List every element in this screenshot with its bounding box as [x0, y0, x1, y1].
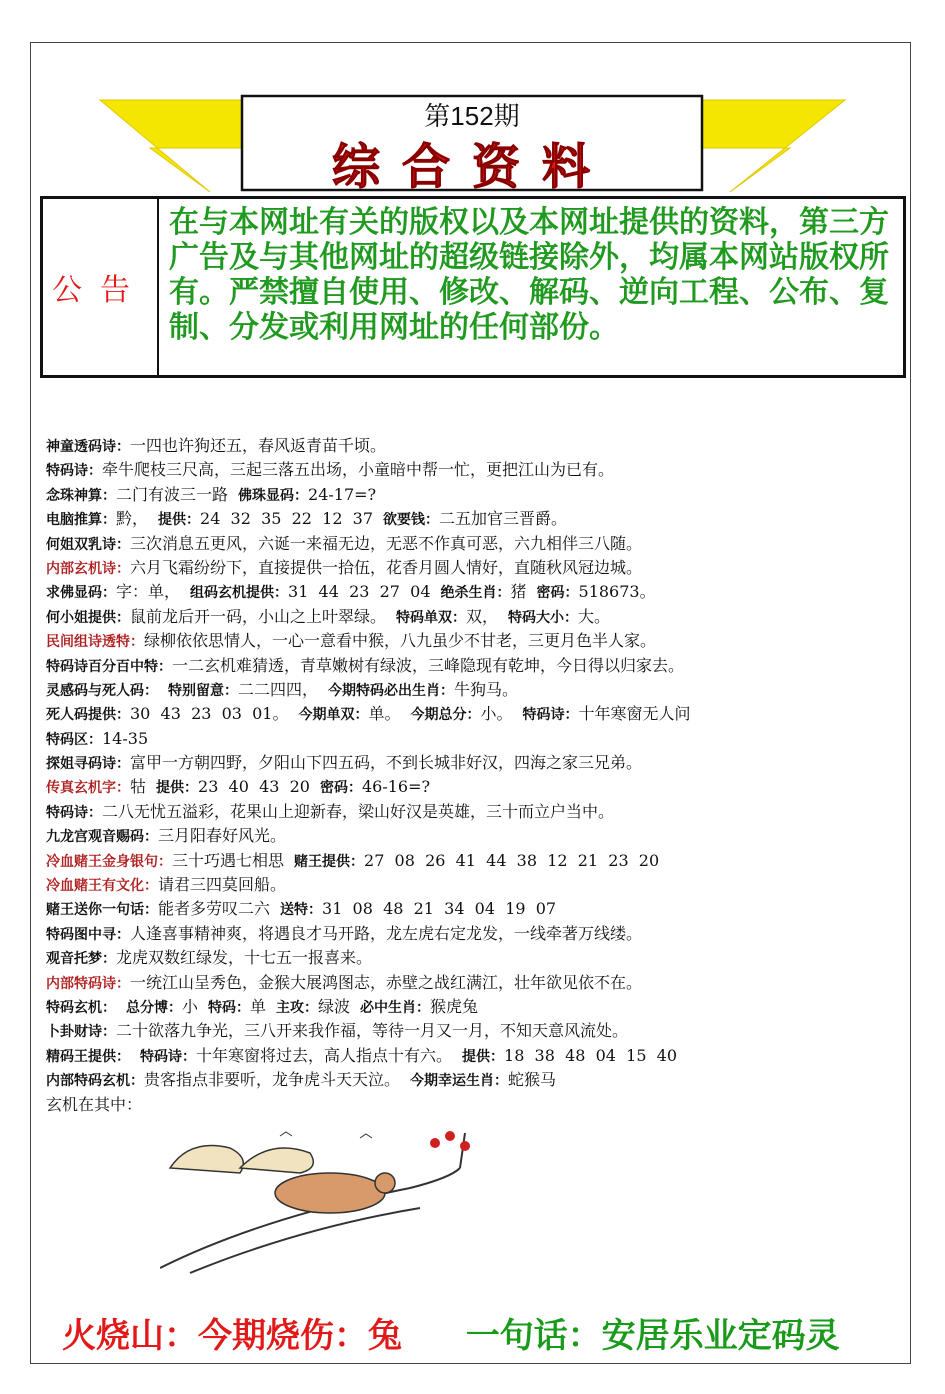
line-label: 何小姐提供： — [46, 609, 130, 626]
line-text: 14-35 — [102, 728, 149, 748]
line-label: 赌王送你一句话： — [46, 902, 158, 919]
info-line — [46, 1044, 906, 1068]
line-text: 猪 — [510, 582, 527, 602]
info-line — [46, 1093, 906, 1117]
line-text: 请君三四莫回船。 — [158, 875, 287, 895]
line-text: 牵牛爬枝三尺高，三起三落五出场，小童暗中帮一忙，更把江山为已有。 — [102, 460, 615, 480]
info-line — [46, 873, 906, 897]
line-label: 提供： — [156, 780, 199, 797]
line-text: 十年寒窗无人问 — [578, 704, 691, 724]
line-text: 二二四四， — [238, 679, 319, 699]
line-label: 佛珠显码： — [238, 487, 309, 504]
line-text: 字：单， — [116, 582, 181, 602]
notice-text: 在与本网址有关的版权以及本网址提供的资料，第三方广告及与其他网址的超级链接除外，均属本网站版权所有。严禁擅自使用、修改、解码、逆向工程、公布、复制、分发或利用网址的任何部份。 — [169, 205, 889, 345]
line-text: 30 43 23 03 01。 — [130, 704, 289, 724]
line-label: 总分博： — [126, 999, 182, 1016]
line-label: 特别留意： — [168, 682, 238, 699]
info-line — [46, 751, 906, 775]
notice-box — [40, 196, 906, 378]
line-text: 一四也许狗还五，春风返青苗千顷。 — [130, 436, 387, 455]
line-label: 冷血赌王有文化： — [46, 878, 158, 895]
info-line — [46, 946, 906, 970]
line-label: 内部特码玄机： — [46, 1073, 144, 1090]
info-line — [46, 995, 906, 1019]
line-text: 贵客指点非要听，龙争虎斗天天泣。 — [144, 1070, 401, 1090]
line-label: 密码： — [536, 585, 579, 602]
line-label: 特码诗： — [522, 707, 579, 724]
line-text: 小 — [182, 996, 199, 1016]
issue-number: 第152期 — [424, 101, 520, 131]
info-line — [46, 824, 906, 848]
line-text: 猴虎兔 — [430, 996, 479, 1016]
line-text: 蛇猴马 — [508, 1070, 557, 1090]
page-title: 综合资料 — [331, 139, 612, 195]
line-label: 特码单双： — [396, 609, 467, 626]
line-label: 精码王提供： — [46, 1048, 130, 1065]
line-text: 双， — [466, 606, 499, 626]
info-line — [46, 800, 906, 824]
info-line — [46, 532, 906, 556]
line-label: 赌王提供： — [294, 853, 365, 870]
line-label: 必中生肖： — [360, 999, 431, 1016]
info-line — [46, 678, 906, 702]
info-line — [46, 971, 906, 995]
line-label: 灵感码与死人码： — [46, 682, 158, 699]
info-line — [46, 775, 906, 799]
line-label: 特码区： — [46, 731, 102, 748]
line-text: 18 38 48 04 15 40 — [504, 1045, 678, 1065]
line-text: 十年寒窗将过去，高人指点十有六。 — [196, 1045, 453, 1065]
line-text: 黔， — [116, 509, 149, 529]
line-text: 一统江山呈秀色，金猴大展鸿图志，赤壁之战红满江，壮年欲见依不在。 — [130, 972, 643, 992]
line-label: 今期单双： — [298, 707, 369, 724]
line-label: 提供： — [158, 512, 201, 529]
line-label: 特码诗百分百中特： — [46, 658, 172, 675]
line-label: 神童透码诗： — [46, 439, 130, 455]
line-label: 提供： — [462, 1048, 505, 1065]
bottom-slogan — [62, 1308, 840, 1357]
info-line — [46, 605, 906, 629]
line-text: 46-16=? — [361, 777, 431, 797]
info-line — [46, 483, 906, 507]
line-label: 主攻： — [276, 999, 319, 1016]
info-line — [46, 629, 906, 653]
line-text: 单。 — [368, 704, 401, 724]
line-label: 念珠神算： — [46, 487, 116, 504]
info-line — [46, 1068, 906, 1092]
line-label: 死人码提供： — [46, 707, 130, 724]
line-text: 三次消息五更风，六诞一来福无边，无恶不作真可恶，六九相伴三八随。 — [130, 533, 643, 553]
line-label: 探姐寻码诗： — [46, 756, 130, 773]
info-line — [46, 654, 906, 678]
line-label: 特码图中寻： — [46, 926, 130, 943]
line-label: 求佛显码： — [46, 585, 116, 602]
line-text: 大。 — [578, 606, 611, 626]
bottom-right: 一句话：安居乐业定码灵 — [465, 1316, 840, 1356]
line-text: 龙虎双数红绿发，十七五一报喜来。 — [116, 948, 373, 968]
info-line — [46, 897, 906, 921]
line-label: 卜卦财诗： — [46, 1024, 116, 1041]
line-label: 观音托梦： — [46, 951, 116, 968]
line-label: 冷血赌王金身银句： — [46, 853, 172, 870]
info-line — [46, 702, 906, 726]
line-label: 电脑推算： — [46, 512, 116, 529]
info-line — [46, 580, 906, 604]
line-text: 518673。 — [578, 582, 656, 602]
line-text: 24 32 35 22 12 37 — [200, 509, 374, 529]
line-text: 一二玄机难猜透，青草嫩树有绿波，三峰隐现有乾坤，今日得以归家去。 — [172, 655, 685, 675]
notice-label: 公告 — [43, 199, 159, 375]
line-label: 今期总分： — [410, 707, 481, 724]
info-line — [46, 556, 906, 580]
line-text: 绿柳依依思情人，一心一意看中猴，八九虽少不甘老，三更月色半人家。 — [144, 631, 657, 651]
info-line — [46, 458, 906, 482]
line-label: 九龙宫观音赐码： — [46, 829, 158, 846]
line-label: 特码诗： — [46, 463, 102, 480]
line-label: 今期幸运生肖： — [410, 1073, 509, 1090]
line-text: 人逢喜事精神爽，将遇良才马开路，龙左虎右定龙发，一线牵著万线缕。 — [130, 923, 643, 943]
line-text: 三十巧遇七相思 — [172, 850, 285, 870]
bottom-left: 火烧山：今期烧伤：兔 — [62, 1316, 402, 1356]
line-text: 二五加官三晋爵。 — [439, 509, 568, 529]
line-label: 送特： — [280, 902, 323, 919]
line-label: 何姐双乳诗： — [46, 536, 130, 553]
info-line — [46, 849, 906, 873]
line-text: 单 — [250, 996, 267, 1016]
line-text: 小。 — [480, 704, 513, 724]
info-lines — [46, 434, 906, 1117]
line-label: 欲要钱： — [383, 512, 440, 529]
line-text: 牛狗马。 — [454, 679, 519, 699]
line-label: 内部玄机诗： — [46, 560, 130, 577]
line-text: 31 08 48 21 34 04 19 07 — [322, 899, 557, 919]
illustration-animal — [160, 1128, 510, 1278]
line-text: 绿波 — [318, 996, 351, 1016]
line-label: 民间组诗透特： — [46, 634, 144, 651]
info-line — [46, 507, 906, 531]
line-text: 牯 — [130, 777, 147, 797]
line-label: 特码大小： — [508, 609, 579, 626]
line-label: 绝杀生肖： — [440, 585, 511, 602]
line-label: 特码玄机： — [46, 999, 116, 1016]
line-text: 能者多劳叹二六 — [158, 899, 271, 919]
line-text: 23 40 43 20 — [198, 777, 310, 797]
info-line — [46, 434, 906, 458]
info-line — [46, 1019, 906, 1043]
line-text: 二八无忧五溢彩，花果山上迎新春，梁山好汉是英雄，三十而立户当中。 — [102, 801, 615, 821]
line-text: 二十欲落九争光，三八开来我作福，等待一月又一月，不知天意风流处。 — [116, 1021, 629, 1041]
info-line — [46, 727, 906, 751]
line-text: 24-17=? — [308, 484, 377, 504]
line-label: 特码诗： — [140, 1048, 196, 1065]
line-label: 密码： — [319, 780, 362, 797]
info-line — [46, 922, 906, 946]
line-label: 今期特码必出生肖： — [328, 682, 455, 699]
line-text: 六月飞霜纷纷下，直接提供一拾伍，花香月圆人情好，直随秋风冠边城。 — [130, 557, 643, 577]
line-label: 特码： — [208, 999, 251, 1016]
line-text: 玄机在其中： — [46, 1094, 143, 1114]
line-text: 富甲一方朝四野，夕阳山下四五码，不到长城非好汉，四海之家三兄弟。 — [130, 753, 643, 773]
line-label: 特码诗： — [46, 804, 102, 821]
line-label: 传真玄机字： — [46, 780, 130, 797]
line-text: 三月阳春好风光。 — [158, 826, 287, 846]
line-label: 内部特码诗： — [46, 975, 130, 992]
line-text: 鼠前龙后开一码，小山之上叶翠绿。 — [130, 606, 387, 626]
line-label: 组码玄机提供： — [190, 585, 289, 602]
line-text: 27 08 26 41 44 38 12 21 23 20 — [364, 850, 660, 870]
line-text: 二门有波三一路 — [116, 484, 229, 504]
line-text: 31 44 23 27 04 — [288, 582, 431, 602]
